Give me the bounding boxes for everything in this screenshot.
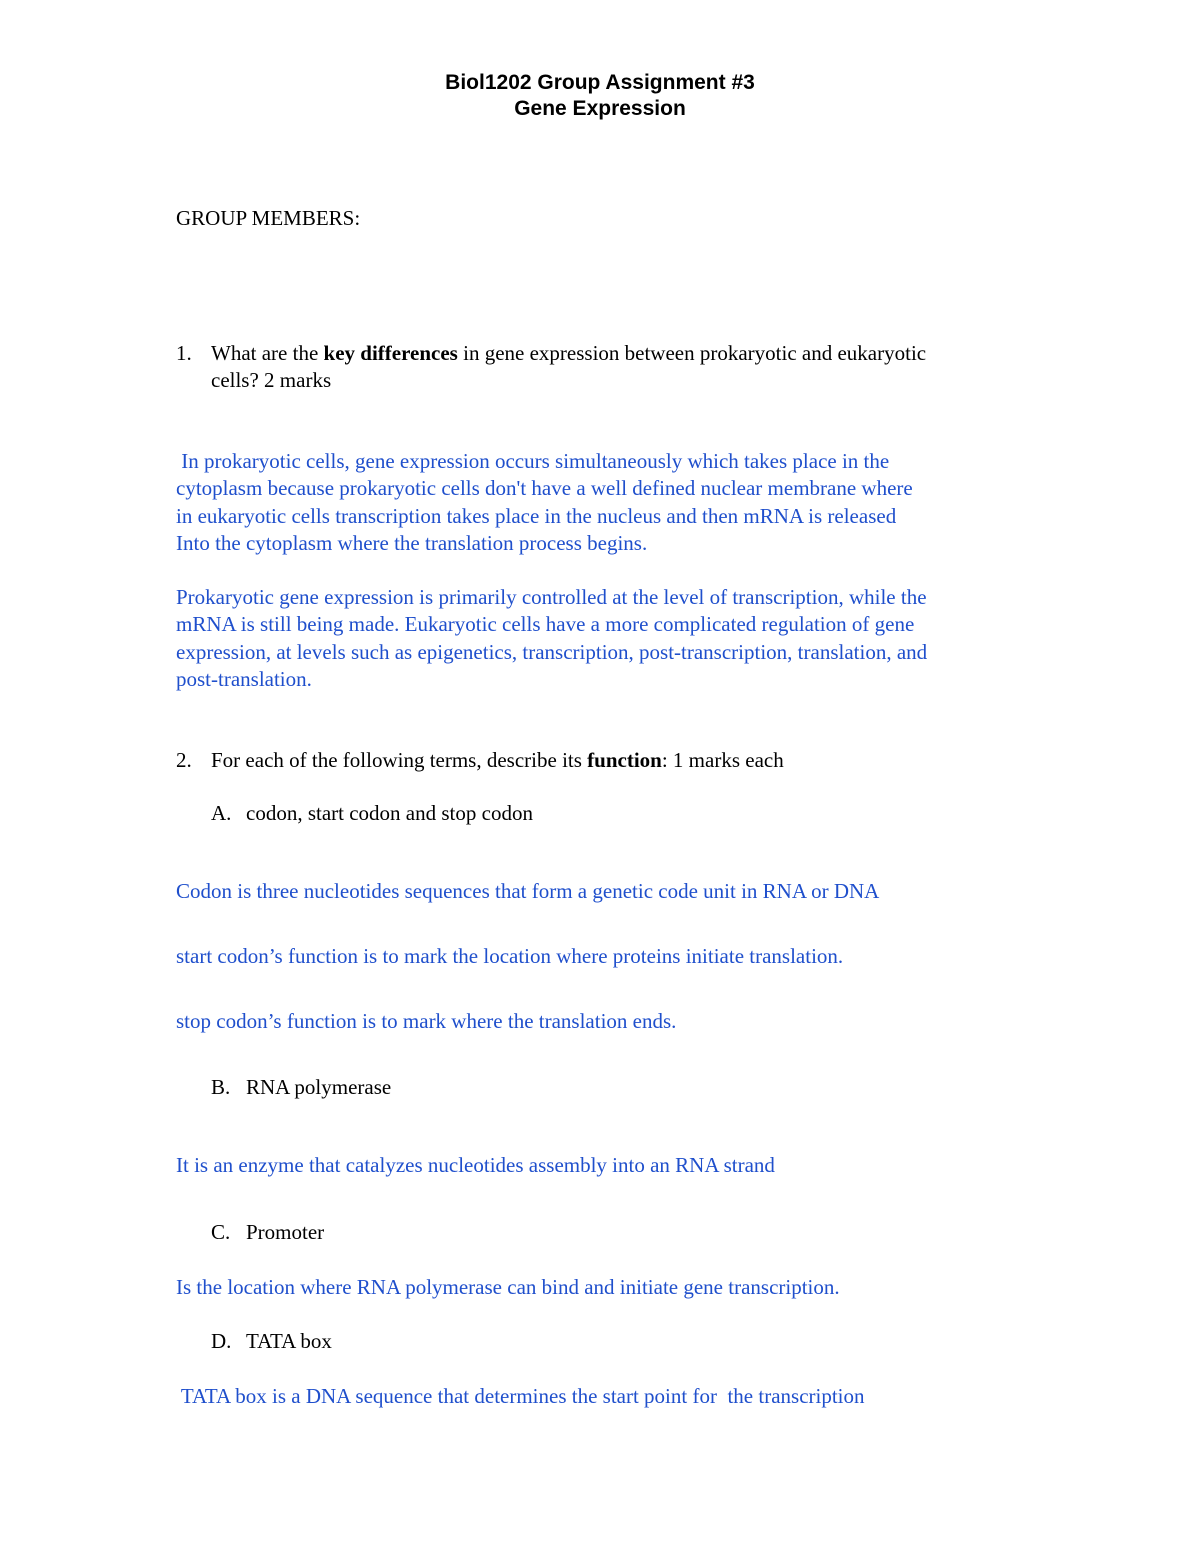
- question-1-number: 1.: [176, 341, 192, 365]
- item-b-answer: It is an enzyme that catalyzes nucleotides assembly into an RNA strand: [176, 1153, 775, 1177]
- question-2-text-before: For each of the following terms, describe its: [211, 748, 588, 772]
- item-c-answer: Is the location where RNA polymerase can bind and initiate gene transcription.: [176, 1275, 840, 1299]
- question-1-bold: key differences: [323, 341, 458, 365]
- question-1-text-line2: cells? 2 marks: [211, 368, 332, 392]
- item-d-letter: D.: [211, 1329, 232, 1353]
- item-c-letter: C.: [211, 1220, 231, 1244]
- item-a-term: codon, start codon and stop codon: [246, 801, 533, 825]
- answer-line: mRNA is still being made. Eukaryotic cells have a more complicated regulation of gene: [176, 612, 915, 637]
- item-b-term: RNA polymerase: [246, 1075, 392, 1099]
- answer-line: post-translation.: [176, 666, 312, 691]
- answer-line: Into the cytoplasm where the translation process begins.: [176, 530, 648, 555]
- question-1-text: [211, 340, 926, 367]
- item-d-answer: TATA box is a DNA sequence that determines the start point for the transcription: [176, 1384, 865, 1408]
- question-2-text-after: : 1 marks each: [661, 748, 784, 772]
- group-members-label: GROUP MEMBERS:: [176, 206, 361, 230]
- question-1-text-before: What are the: [211, 341, 324, 365]
- question-2-bold: function: [587, 748, 662, 772]
- document-subtitle: Gene Expression: [514, 97, 686, 120]
- item-b-letter: B.: [211, 1075, 231, 1099]
- question-1-text-after: in gene expression between prokaryotic and eukaryotic: [457, 341, 927, 365]
- item-a-answer-3: stop codon’s function is to mark where the translation ends.: [176, 1009, 677, 1033]
- item-a-answer-1: Codon is three nucleotides sequences that form a genetic code unit in RNA or DNA: [176, 879, 880, 903]
- item-d-term: TATA box: [246, 1329, 332, 1353]
- question-2-text: [211, 747, 784, 774]
- question-1-answer-paragraph-2: [176, 584, 927, 693]
- item-a-letter: A.: [211, 801, 232, 825]
- answer-line: In prokaryotic cells, gene expression occurs simultaneously which takes place in the: [176, 449, 890, 473]
- item-c-term: Promoter: [246, 1220, 325, 1244]
- item-a-answer-2: start codon’s function is to mark the location where proteins initiate translation.: [176, 944, 844, 968]
- answer-line: in eukaryotic cells transcription takes place in the nucleus and then mRNA is released: [176, 503, 897, 528]
- answer-line: Prokaryotic gene expression is primarily controlled at the level of transcription, while the: [176, 585, 927, 609]
- question-1-answer-paragraph-1: [176, 448, 913, 557]
- answer-line: cytoplasm because prokaryotic cells don't have a well defined nuclear membrane where: [176, 476, 913, 501]
- question-2-number: 2.: [176, 748, 192, 772]
- document-title: Biol1202 Group Assignment #3: [445, 71, 755, 94]
- answer-line: expression, at levels such as epigenetics, transcription, post-transcription, translation, and: [176, 639, 928, 664]
